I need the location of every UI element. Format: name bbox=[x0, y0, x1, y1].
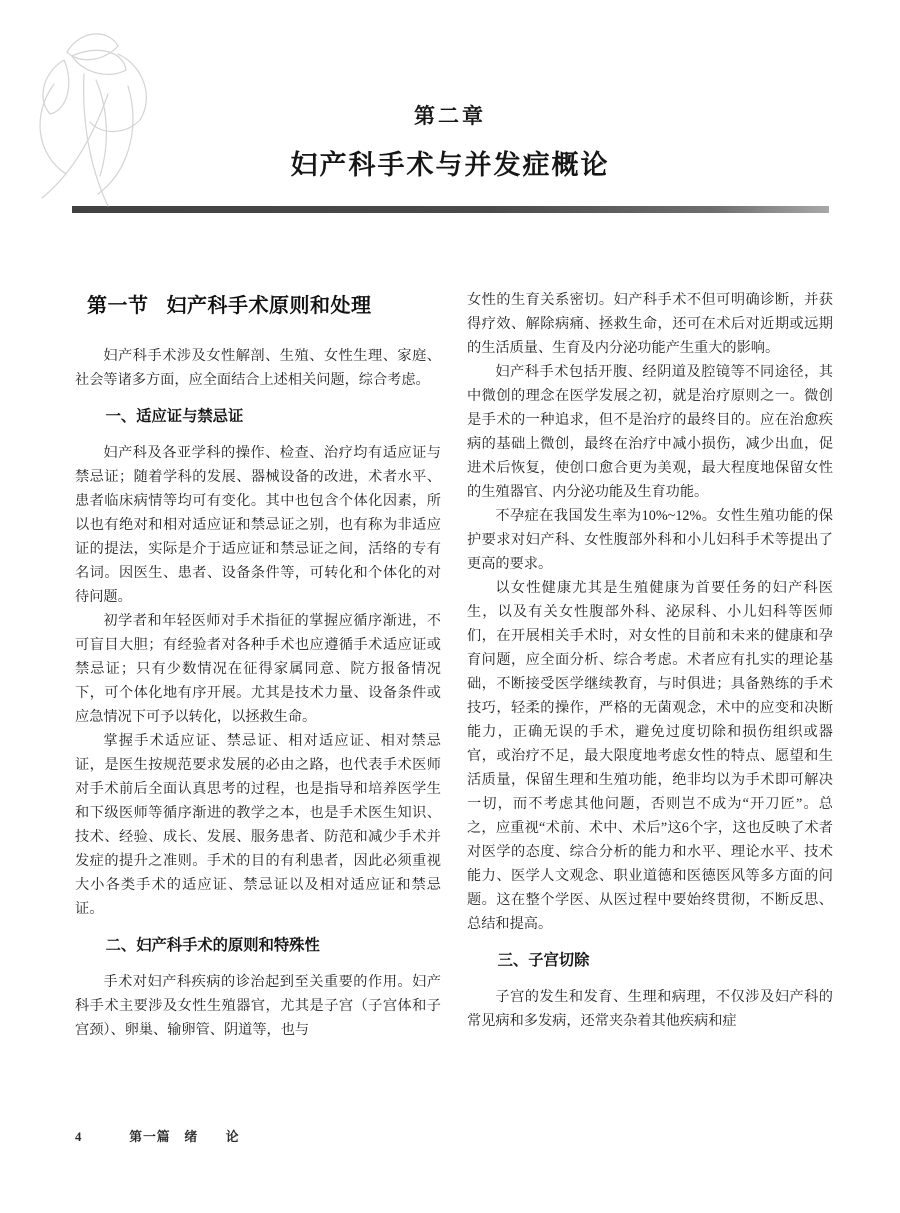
chapter-title: 妇产科手术与并发症概论 bbox=[290, 150, 610, 180]
chapter-number: 第二章 bbox=[414, 105, 486, 128]
section-label: 第一节 bbox=[87, 295, 149, 317]
section-heading bbox=[87, 294, 441, 318]
left-column bbox=[75, 288, 441, 1042]
section-title: 妇产科手术原则和处理 bbox=[166, 295, 372, 317]
lily-flower-illustration bbox=[12, 22, 192, 217]
page-number: 4 bbox=[75, 1130, 83, 1144]
lily-flower-icon bbox=[12, 22, 192, 217]
paragraph: 以女性健康尤其是生殖健康为首要任务的妇产科医生，以及有关女性腹部外科、泌尿科、小儿妇科等医师们，在开展相关手术时，对女性的目前和未来的健康和孕育问题，应全面分析、综合考虑。术者应有扎实的理论基础，不断接受医学继续教育，与时俱进；具备熟练的手术技巧，轻柔的操作，严格的无菌观念，术中的应变和决断能力，正确无误的手术，避免过度切除和损伤组织或器官，或治疗不足，最大限度地考虑女性的特点、愿望和生活质量，保留生理和生殖功能，绝非均以为手术即可解决一切，而不考虑其他问题，否则岂不成为“开刀匠”。总之，应重视“术前、术中、术后”这6个字，这也反映了术者对医学的态度、综合分析的能力和水平、理论水平、技术能力、医学人文观念、职业道德和医德医风等多方面的问题。这在整个学医、从医过程中要始终贯彻，不断反思、总结和提高。 bbox=[467, 580, 833, 932]
paragraph: 掌握手术适应证、禁忌证、相对适应证、相对禁忌证，是医生按规范要求发展的必由之路，也代表手术医师对手术前后全面认真思考的过程，也是指导和培养医学生和下级医师等循序渐进的教学之本，也是手术医生知识、技术、经验、成长、发展、服务患者、防范和减少手术并发症的提升之准则。手术的目的有利患者，因此必须重视大小各类手术的适应证、禁忌证以及相对适应证和禁忌证。 bbox=[75, 733, 441, 917]
paragraph: 子宫的发生和发育、生理和病理，不仅涉及妇产科的常见病和多发病，还常夹杂着其他疾病和症 bbox=[467, 989, 833, 1029]
paragraph-continuation: 女性的生育关系密切。妇产科手术不但可明确诊断，并获得疗效、解除病痛、拯救生命，还可在术后对近期或远期的生活质量、生育及内分泌功能产生重大的影响。 bbox=[467, 292, 833, 356]
paragraph: 不孕症在我国发生率为10%~12%。女性生殖功能的保护要求对妇产科、女性腹部外科和小儿妇科手术等提出了更高的要求。 bbox=[467, 508, 833, 572]
paragraph: 妇产科及各亚学科的操作、检查、治疗均有适应证与禁忌证；随着学科的发展、器械设备的改进，术者水平、患者临床病情等均可有变化。其中也包含个体化因素，所以也有绝对和相对适应证和禁忌证之别，也有称为非适应证的提法，实际是介于适应证和禁忌证之间，活络的专有名词。因医生、患者、设备条件等，可转化和个体化的对待问题。 bbox=[75, 445, 441, 605]
subsection-heading-1: 一、适应证与禁忌证 bbox=[105, 408, 244, 425]
paragraph: 妇产科手术包括开腹、经阴道及腔镜等不同途径，其中微创的理念在医学发展之初，就是治疗原则之一。微创是手术的一种追求，但不是治疗的最终目的。应在治愈疾病的基础上微创，最终在治疗中减小损伤，减少出血，促进术后恢复，使创口愈合更为美观，最大程度地保留女性的生殖器官、内分泌功能及生育功能。 bbox=[467, 364, 833, 500]
subsection-heading-3: 三、子宫切除 bbox=[497, 952, 590, 969]
text-columns bbox=[75, 288, 833, 1042]
right-column bbox=[467, 288, 833, 1033]
page-footer bbox=[75, 1126, 833, 1145]
paragraph: 初学者和年轻医师对手术指征的掌握应循序渐进，不可盲目大胆；有经验者对各种手术也应遵循手术适应证或禁忌证；只有少数情况在征得家属同意、院方报备情况下，可个体化地有序开展。尤其是技术力量、设备条件或应急情况下可予以转化，以拯救生命。 bbox=[75, 613, 441, 725]
subsection-heading-2: 二、妇产科手术的原则和特殊性 bbox=[105, 937, 320, 954]
paragraph: 妇产科手术涉及女性解剖、生殖、女性生理、家庭、社会等诸多方面，应全面结合上述相关问题，综合考虑。 bbox=[75, 348, 441, 388]
footer-part-title: 第一篇 绪 论 bbox=[129, 1130, 240, 1144]
paragraph: 手术对妇产科疾病的诊治起到至关重要的作用。妇产科手术主要涉及女性生殖器官，尤其是子宫（子宫体和子宫颈）、卵巢、输卵管、阴道等，也与 bbox=[75, 974, 441, 1038]
